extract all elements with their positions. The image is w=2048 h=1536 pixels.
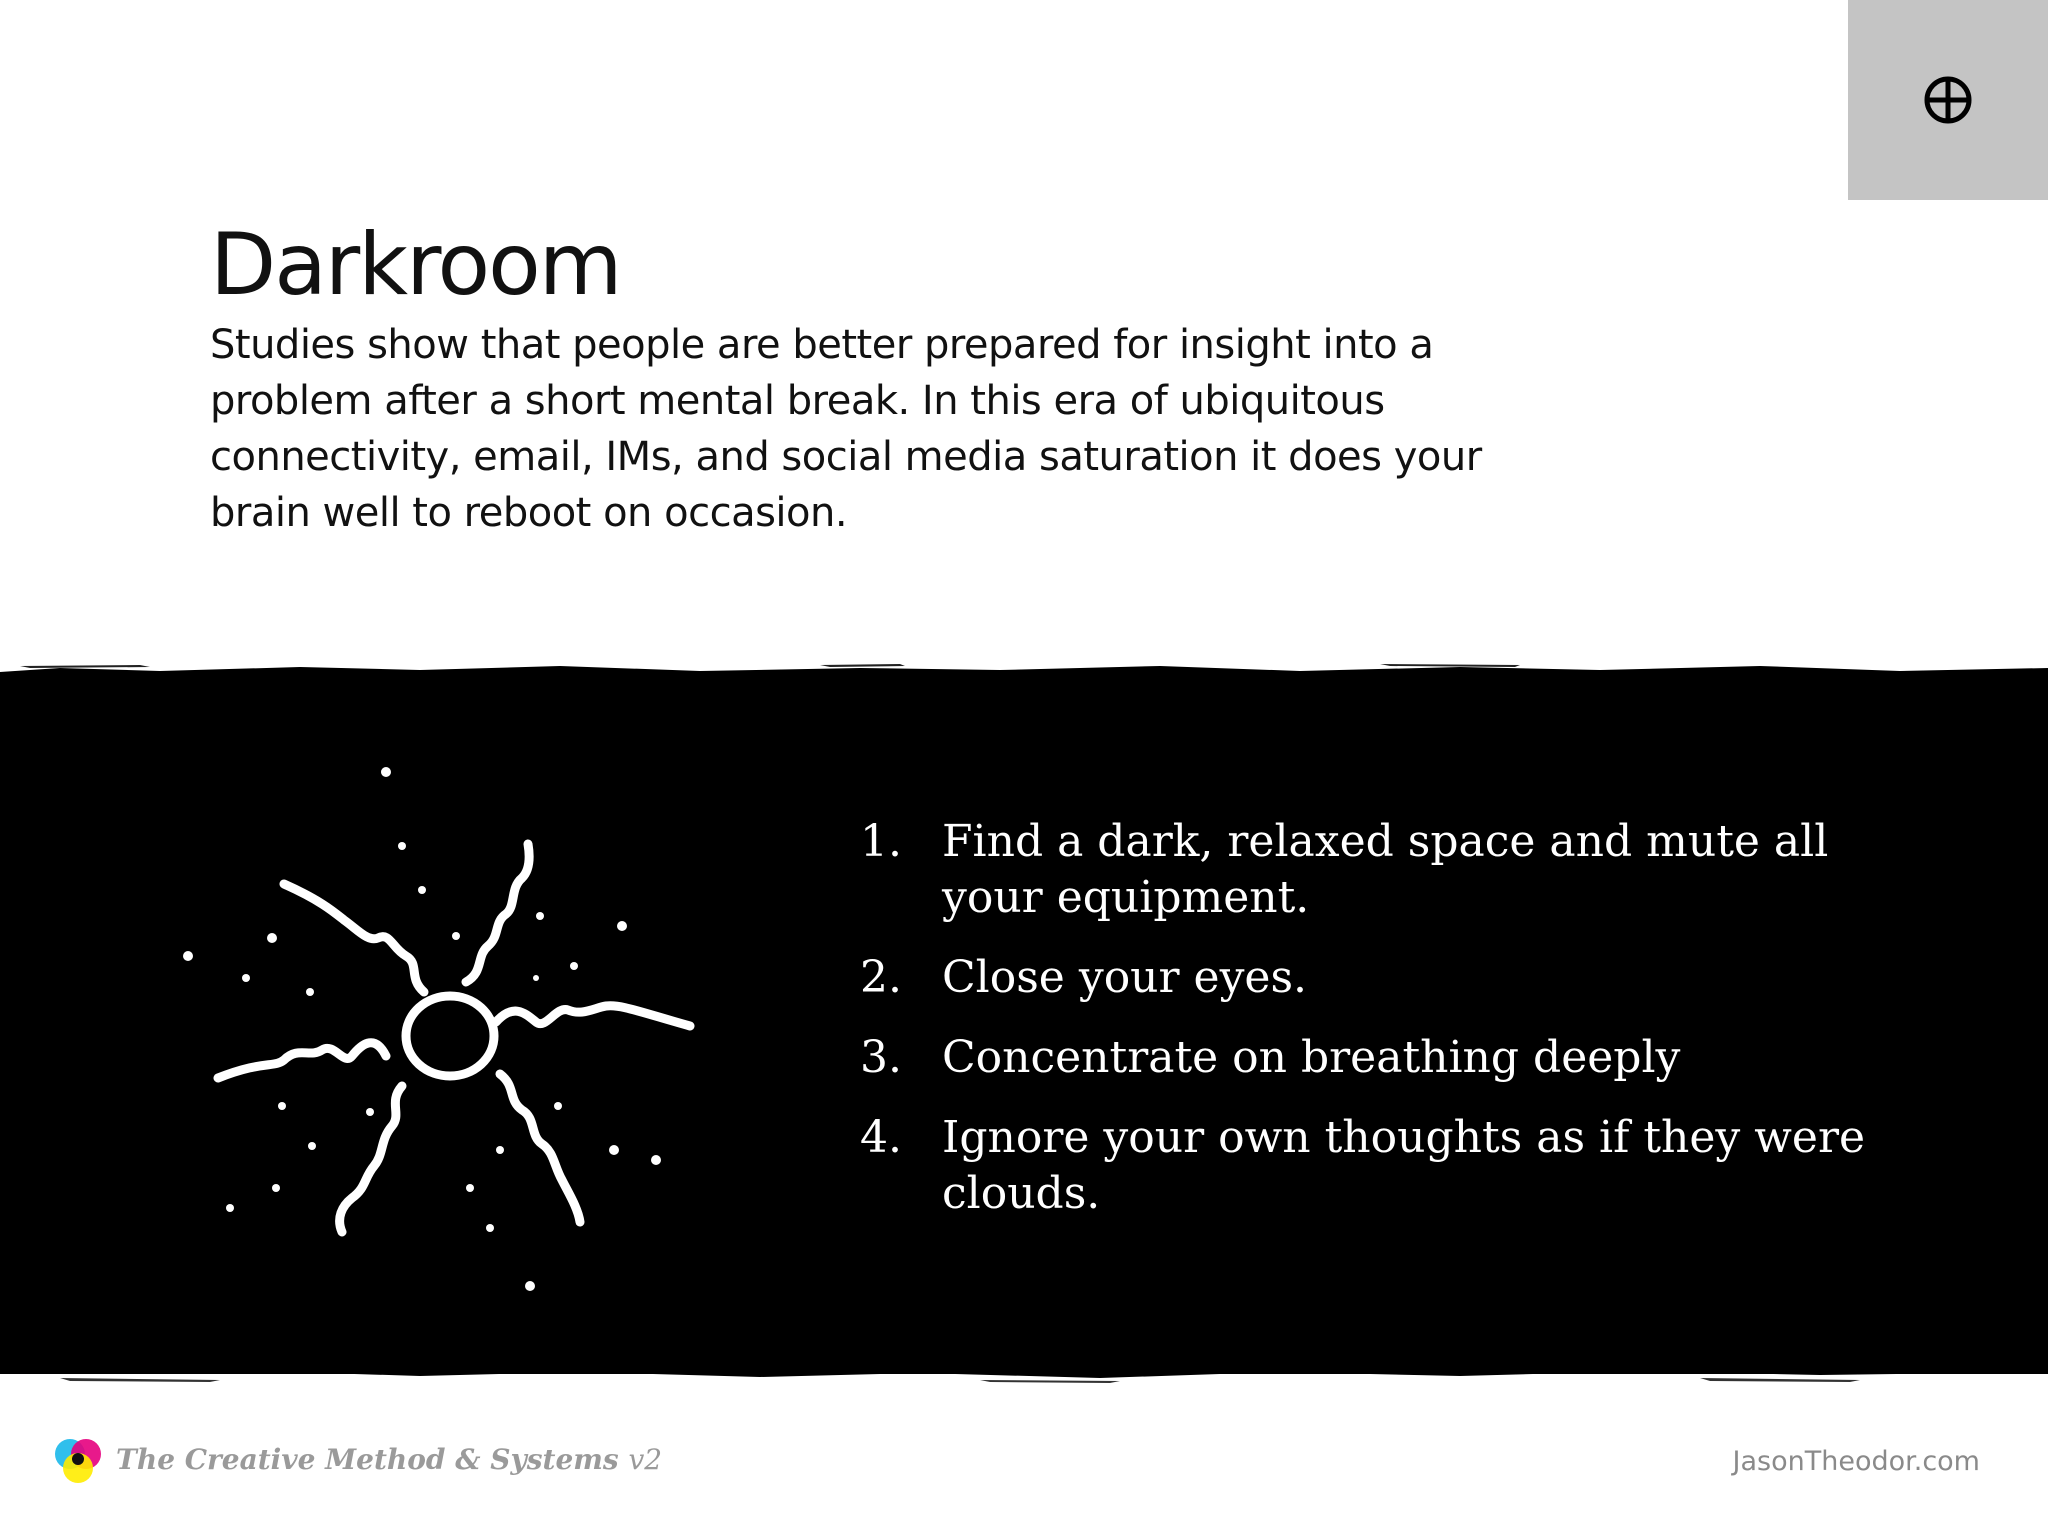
footer-version: v2 [628, 1443, 663, 1476]
corner-box[interactable] [1848, 0, 2048, 200]
steps-list [860, 814, 1920, 1246]
cmy-circles-logo [50, 1434, 106, 1490]
step-number: 1. [860, 816, 902, 867]
step-text: Concentrate on breathing deeply [942, 1032, 1681, 1083]
step-number: 2. [860, 952, 902, 1003]
footer-site[interactable]: JasonTheodor.com [1732, 1446, 1980, 1477]
step-text: Find a dark, relaxed space and mute all your equipment. [942, 816, 1829, 923]
step-number: 4. [860, 1112, 902, 1163]
list-item [860, 814, 1920, 926]
list-item [860, 1110, 1920, 1222]
page-title: Darkroom [210, 215, 621, 315]
footer-title-text: The Creative Method & Systems [116, 1443, 619, 1476]
step-text: Ignore your own thoughts as if they were clouds. [942, 1112, 1866, 1219]
intro-paragraph: Studies show that people are better prepared for insight into a problem after a short mental break. In this era of ubiquitous connectivity, email, IMs, and social media saturation it does your brain well to reboot on occasion. [210, 322, 1482, 536]
circle-plus-icon[interactable] [1923, 75, 1973, 125]
list-item [860, 1030, 1920, 1086]
step-number: 3. [860, 1032, 902, 1083]
step-text: Close your eyes. [942, 952, 1308, 1003]
sun-sketch-icon [170, 760, 710, 1320]
list-item [860, 950, 1920, 1006]
black-band [0, 672, 2048, 1374]
footer-title [116, 1443, 662, 1476]
